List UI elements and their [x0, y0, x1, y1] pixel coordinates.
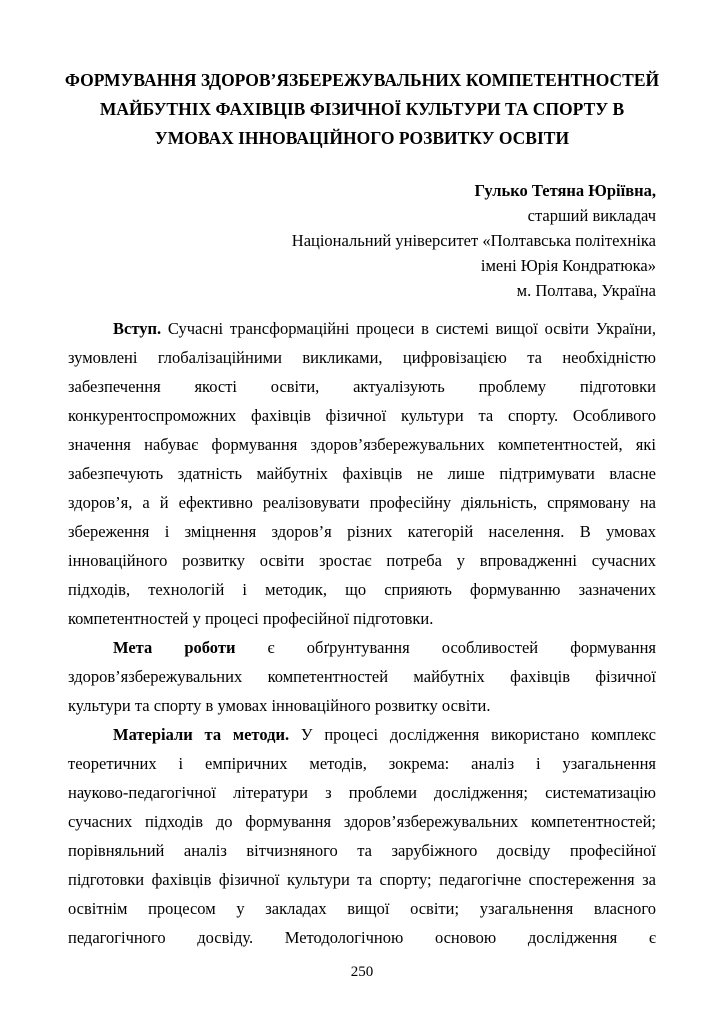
text-line: інноваційного розвитку освіти зростає потреба у впровадженні сучасних — [68, 551, 656, 570]
text-line: порівняльний аналіз вітчизняного та зарубіжного досвіду професійної — [68, 841, 656, 860]
text-line: підходів, технологій і методик, що сприяють формуванню зазначених — [68, 580, 656, 599]
text-line: освітнім процесом у закладах вищої освіти; узагальнення власного — [68, 899, 656, 918]
title-line: МАЙБУТНІХ ФАХІВЦІВ ФІЗИЧНОЇ КУЛЬТУРИ ТА СПОРТУ В — [99, 99, 625, 119]
text-line: науково-педагогічної літератури з проблеми дослідження; систематизацію — [68, 783, 656, 802]
text-line: Матеріали та методи. У процесі дослідження використано комплекс — [113, 725, 656, 744]
text-line: забезпечення якості освіти, актуалізують проблему підготовки — [68, 377, 656, 396]
methods-heading: Матеріали та методи. — [113, 725, 290, 744]
text-line: теоретичних і емпіричних методів, зокрема: аналіз і узагальнення — [68, 754, 656, 773]
intro-paragraph — [68, 314, 656, 633]
text-line: культури та спорту в умовах інноваційного розвитку освіти. — [68, 696, 491, 715]
text-line: підготовки фахівців фізичної культури та спорту; педагогічне спостереження за — [68, 870, 656, 889]
text-line: зумовлені глобалізаційними викликами, цифровізацією та необхідністю — [68, 348, 656, 367]
author-affiliation: Національний університет «Полтавська політехніка — [291, 231, 656, 250]
intro-heading: Вступ. — [113, 319, 162, 338]
methods-paragraph — [68, 720, 656, 952]
text-line: збереження і зміцнення здоров’я різних категорій населення. В умовах — [68, 522, 656, 541]
paper-body — [68, 314, 656, 952]
title-line: УМОВАХ ІННОВАЦІЙНОГО РОЗВИТКУ ОСВІТИ — [154, 128, 570, 148]
text-line: сучасних підходів до формування здоров’язбережувальних компетентностей; — [68, 812, 656, 831]
text-line: компетентностей у процесі професійної підготовки. — [68, 609, 434, 628]
author-block — [292, 178, 656, 303]
author-location: м. Полтава, Україна — [516, 281, 656, 300]
text-line: здоров’я, а й ефективно реалізовувати професійну діяльність, спрямовану на — [68, 493, 656, 512]
text-line: Вступ. Сучасні трансформаційні процеси в системі вищої освіти України, — [113, 319, 656, 338]
text-line: значення набуває формування здоров’язбережувальних компетентностей, які — [68, 435, 656, 454]
page-number: 250 — [350, 964, 374, 980]
paper-title — [60, 66, 664, 153]
author-position: старший викладач — [527, 206, 656, 225]
author-name: Гулько Тетяна Юріївна, — [474, 181, 656, 200]
text-line: конкурентоспроможних фахівців фізичної культури та спорту. Особливого — [68, 406, 656, 425]
aim-paragraph — [68, 633, 656, 720]
text-line: здоров’язбережувальних компетентностей майбутніх фахівців фізичної — [68, 667, 656, 686]
text-line: Мета роботи є обґрунтування особливостей формування — [113, 638, 656, 657]
text-line: педагогічного досвіду. Методологічною основою дослідження є — [68, 928, 656, 947]
author-affiliation: імені Юрія Кондратюка» — [480, 256, 656, 275]
aim-heading: Мета роботи — [113, 638, 236, 657]
title-line: ФОРМУВАННЯ ЗДОРОВ’ЯЗБЕРЕЖУВАЛЬНИХ КОМПЕТЕНТНОСТЕЙ — [64, 70, 660, 90]
text-line: забезпечують здатність майбутніх фахівців не лише підтримувати власне — [68, 464, 656, 483]
